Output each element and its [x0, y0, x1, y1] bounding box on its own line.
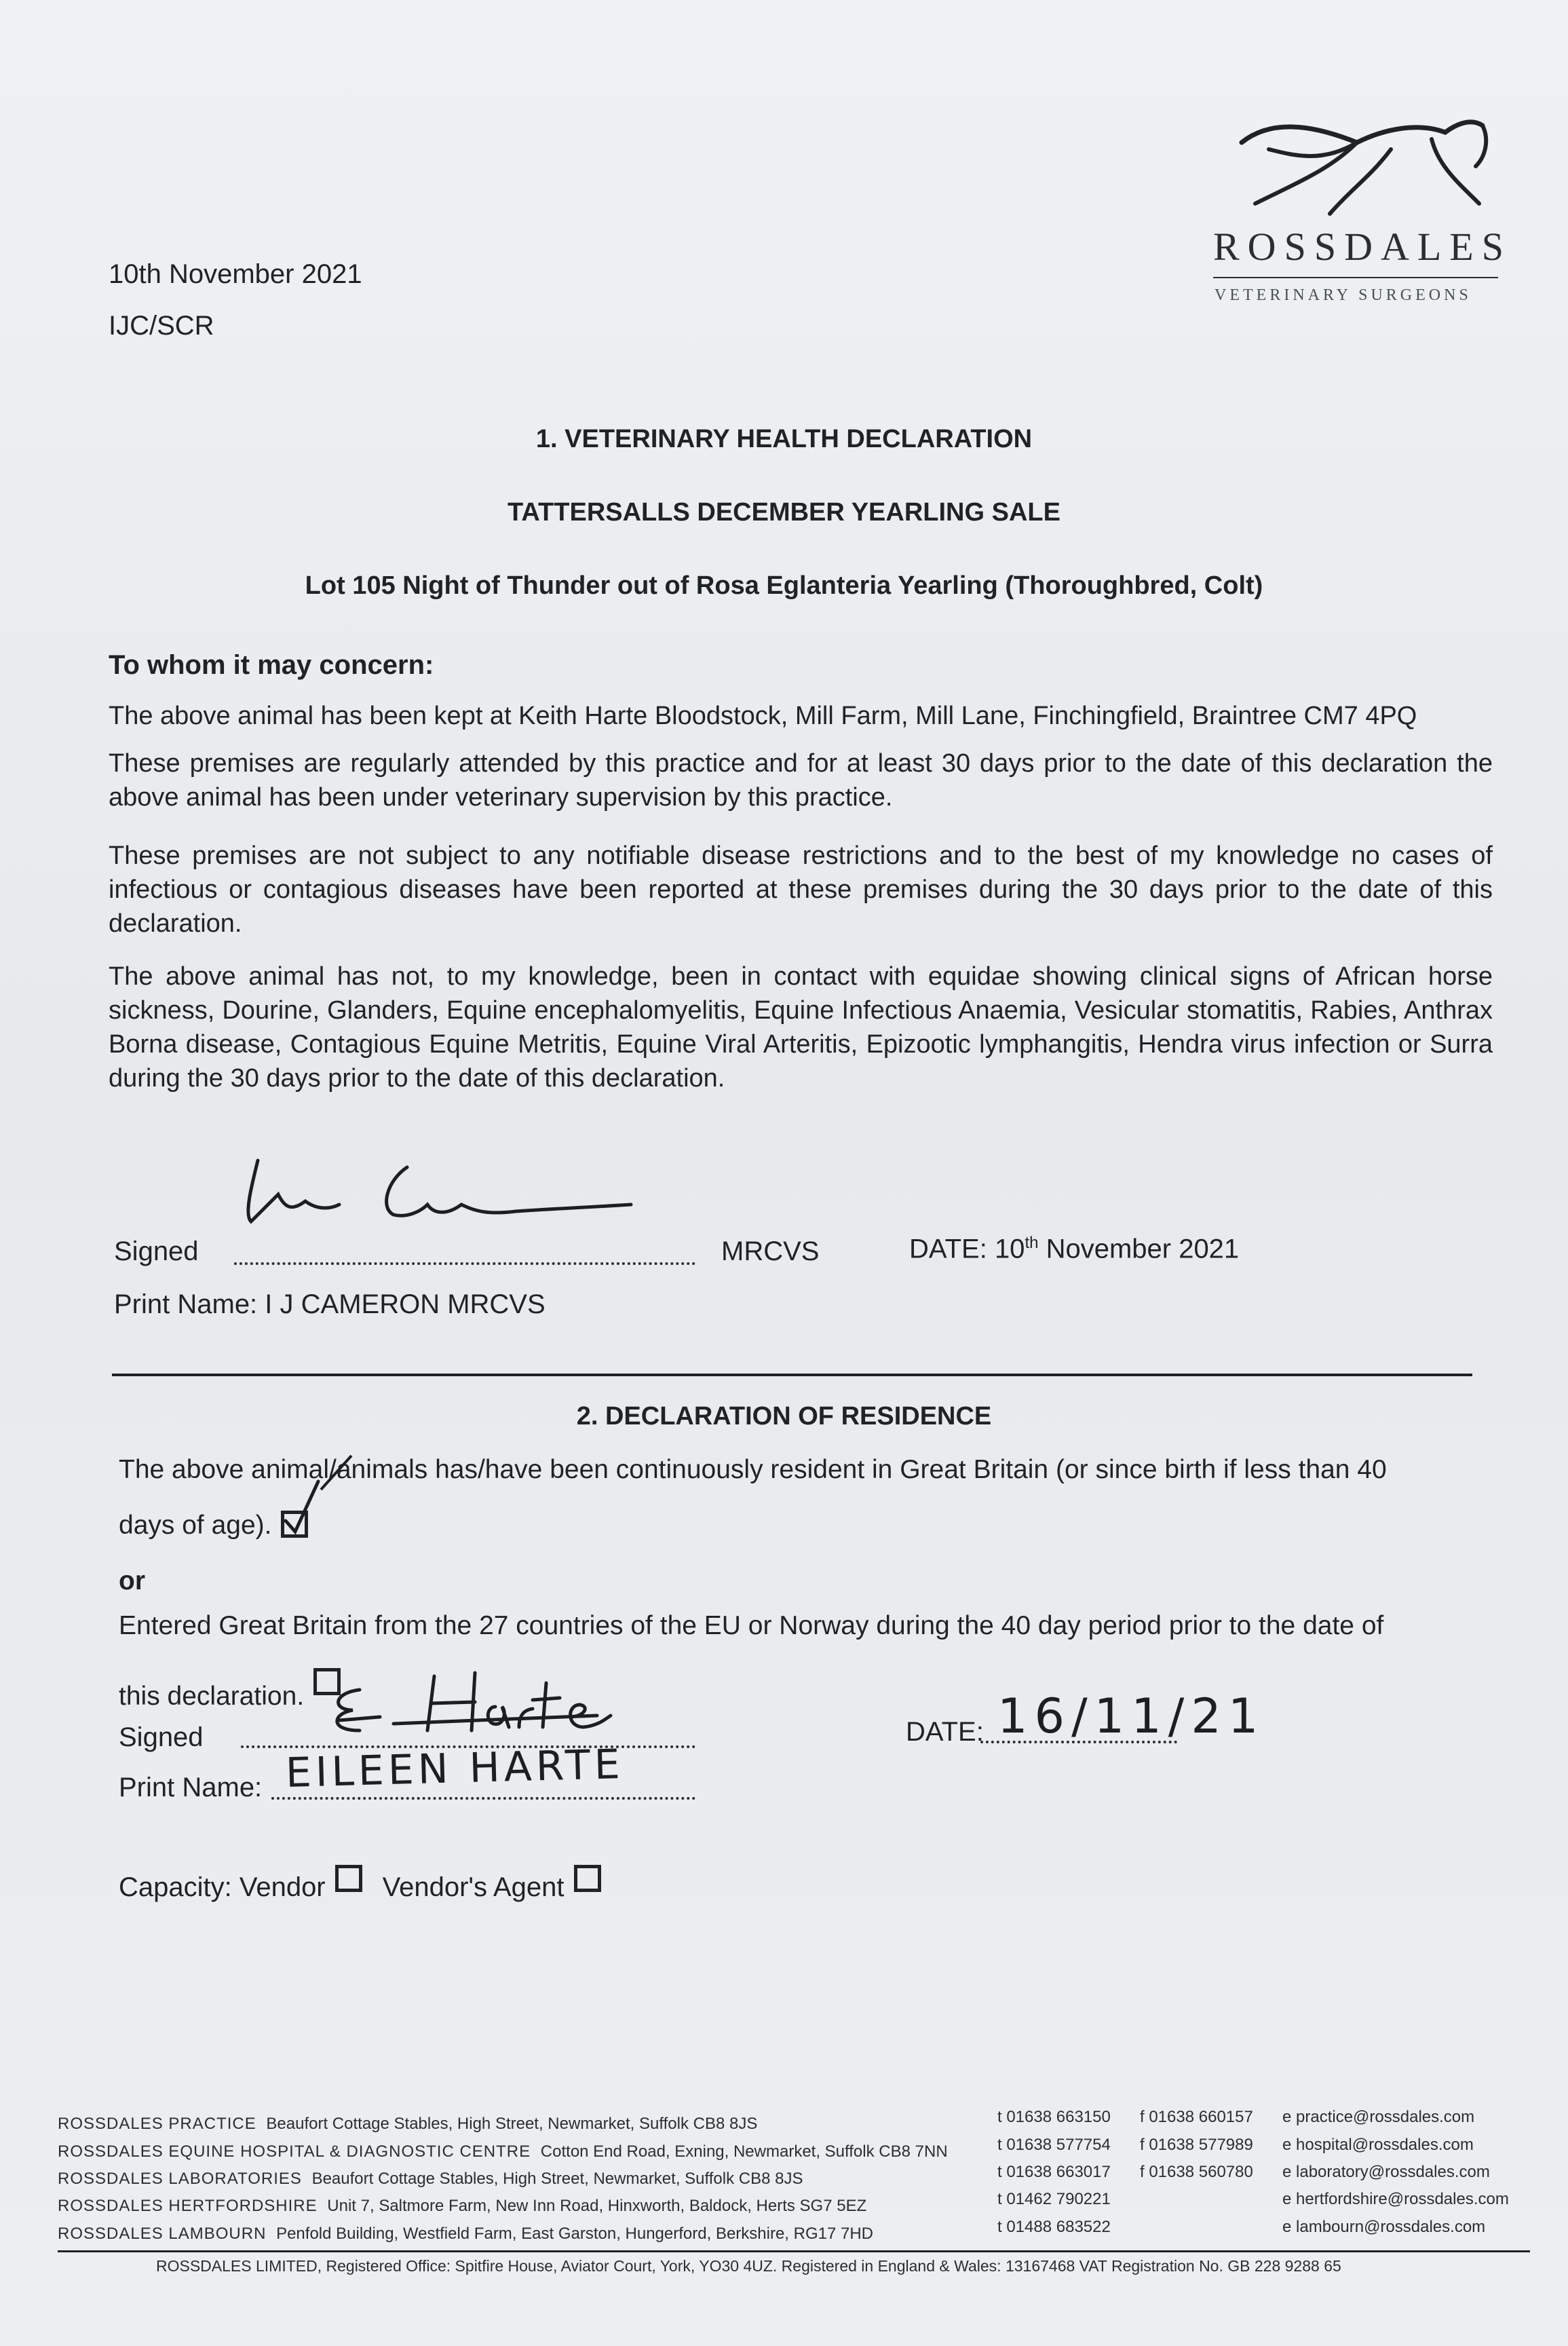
- office-address: Penfold Building, Westfield Farm, East Garston, Hungerford, Berkshire, RG17 7HD: [276, 2225, 874, 2243]
- section1-title: 1. VETERINARY HEALTH DECLARATION: [535, 425, 1033, 453]
- vet-print-name: Print Name: I J CAMERON MRCVS: [114, 1289, 546, 1319]
- entered-statement-text: this declaration.: [119, 1682, 305, 1711]
- footer-office-laboratories: [58, 2170, 803, 2189]
- resident-checkbox[interactable]: [281, 1511, 308, 1538]
- office-name: ROSSDALES LABORATORIES: [58, 2170, 302, 2188]
- footer-divider: [58, 2250, 1530, 2252]
- footer-fax-hospital: f 01638 577989: [1140, 2136, 1253, 2154]
- office-name: ROSSDALES LAMBOURN: [58, 2225, 267, 2243]
- footer-tel-practice: t 01638 663150: [997, 2108, 1111, 2126]
- vet-date-rest: November 2021: [1038, 1234, 1240, 1264]
- footer-tel-laboratories: t 01638 663017: [997, 2163, 1111, 2181]
- section2-title: 2. DECLARATION OF RESIDENCE: [576, 1402, 992, 1431]
- rossdales-logo: [1194, 95, 1512, 319]
- footer-registered: ROSSDALES LIMITED, Registered Office: Spitfire House, Aviator Court, York, YO30 4UZ. Registered in England & Wales: 13167468 VAT Registration No. GB 228 9288 65: [156, 2257, 1341, 2275]
- residence-statement-line1: The above animal/animals has/have been continuously resident in Great Britain (or since birth if less than 40: [119, 1455, 1387, 1484]
- footer-office-lambourn: [58, 2225, 873, 2244]
- paragraph-diseases: The above animal has not, to my knowledge, been in contact with equidae showing clinical signs of African horse sickness, Dourine, Glanders, Equine encephalomyelitis, Equine Infectious Anaemia, Vesicular stomatitis, Rabies, Anthrax Borna disease, Contagious Equine Metritis, Equine Viral Arteritis, Epizootic lymphangitis, Hendra virus infection or Surra during the 30 days prior to the date of this declaration.: [109, 962, 1493, 1093]
- office-name: ROSSDALES EQUINE HOSPITAL & DIAGNOSTIC CENTRE: [58, 2142, 531, 2161]
- vendor-checkbox[interactable]: [335, 1865, 362, 1892]
- lot-description: Lot 105 Night of Thunder out of Rosa Eglanteria Yearling (Thoroughbred, Colt): [305, 571, 1263, 600]
- vendor-date-value: 16/11/21: [997, 1688, 1265, 1744]
- footer-office-practice: [58, 2115, 757, 2134]
- footer-office-hertfordshire: [58, 2197, 866, 2216]
- vendor-signed-label: Signed: [119, 1722, 204, 1752]
- footer-tel-hertfordshire: t 01462 790221: [997, 2190, 1111, 2208]
- or-label: or: [119, 1566, 145, 1595]
- vendor-agent-checkbox[interactable]: [574, 1865, 601, 1892]
- vet-date: [909, 1234, 1239, 1264]
- vendor-print-label: Print Name:: [119, 1773, 263, 1802]
- office-address: Cotton End Road, Exning, Newmarket, Suffolk CB8 7NN: [540, 2142, 948, 2161]
- vendor-date-label: DATE:: [906, 1717, 984, 1747]
- letter-reference: IJC/SCR: [109, 311, 214, 341]
- residence-statement-text: days of age).: [119, 1511, 272, 1540]
- office-name: ROSSDALES PRACTICE: [58, 2115, 256, 2133]
- paragraph-supervision: These premises are regularly attended by this practice and for at least 30 days prior to the date of this declaration the above animal has been under veterinary supervision by this practice.: [109, 749, 1493, 812]
- vendor-agent-label: Vendor's Agent: [382, 1872, 565, 1902]
- vet-mrcvs-label: MRCVS: [721, 1236, 820, 1266]
- office-address: Beaufort Cottage Stables, High Street, Newmarket, Suffolk CB8 8JS: [266, 2115, 758, 2133]
- vendor-print-line: [271, 1797, 695, 1800]
- footer-tel-hospital: t 01638 577754: [997, 2136, 1111, 2154]
- capacity-label: Capacity: Vendor: [119, 1872, 326, 1902]
- vet-date-label: DATE: 10: [909, 1234, 1025, 1264]
- footer-email-hertfordshire[interactable]: e hertfordshire@rossdales.com: [1282, 2190, 1509, 2208]
- footer-email-laboratories[interactable]: e laboratory@rossdales.com: [1282, 2163, 1490, 2181]
- vet-signed-label: Signed: [114, 1236, 199, 1266]
- horse-logo-icon: [1215, 102, 1499, 224]
- vet-date-sup: th: [1025, 1234, 1039, 1252]
- entered-statement-line2: [119, 1668, 341, 1711]
- office-address: Beaufort Cottage Stables, High Street, Newmarket, Suffolk CB8 8JS: [311, 2170, 803, 2188]
- office-address: Unit 7, Saltmore Farm, New Inn Road, Hinxworth, Baldock, Herts SG7 5EZ: [327, 2197, 867, 2215]
- office-name: ROSSDALES HERTFORDSHIRE: [58, 2197, 318, 2215]
- entered-statement-line1: Entered Great Britain from the 27 countries of the EU or Norway during the 40 day period prior to the date of: [119, 1611, 1384, 1640]
- paragraph-restrictions: These premises are not subject to any notifiable disease restrictions and to the best of my knowledge no cases of infectious or contagious diseases have been reported at these premises during the 30 days prior to the date of this declaration.: [109, 841, 1493, 938]
- logo-divider: [1213, 277, 1498, 278]
- footer-tel-lambourn: t 01488 683522: [997, 2218, 1111, 2236]
- footer-fax-laboratories: f 01638 560780: [1140, 2163, 1253, 2181]
- salutation: To whom it may concern:: [109, 650, 434, 680]
- footer-email-hospital[interactable]: e hospital@rossdales.com: [1282, 2136, 1474, 2154]
- paragraph-premises: The above animal has been kept at Keith Harte Bloodstock, Mill Farm, Mill Lane, Finchingfield, Braintree CM7 4PQ: [109, 702, 1417, 730]
- footer-email-practice[interactable]: e practice@rossdales.com: [1282, 2108, 1475, 2126]
- capacity-row: [119, 1865, 601, 1903]
- footer-fax-practice: f 01638 660157: [1140, 2108, 1253, 2126]
- residence-statement-line2: [119, 1511, 308, 1540]
- section1-subtitle: TATTERSALLS DECEMBER YEARLING SALE: [508, 498, 1060, 527]
- logo-name: ROSSDALES: [1213, 225, 1512, 269]
- section-divider: [112, 1374, 1472, 1376]
- letter-date: 10th November 2021: [109, 259, 362, 289]
- footer-office-hospital: [58, 2142, 948, 2161]
- vendor-print-value: EILEEN HARTE: [285, 1740, 625, 1797]
- logo-tagline: VETERINARY SURGEONS: [1215, 286, 1472, 304]
- strike-mark: [314, 1452, 355, 1493]
- vet-signature: [231, 1147, 638, 1255]
- footer-email-lambourn[interactable]: e lambourn@rossdales.com: [1282, 2218, 1486, 2236]
- vet-signature-line: [234, 1262, 695, 1265]
